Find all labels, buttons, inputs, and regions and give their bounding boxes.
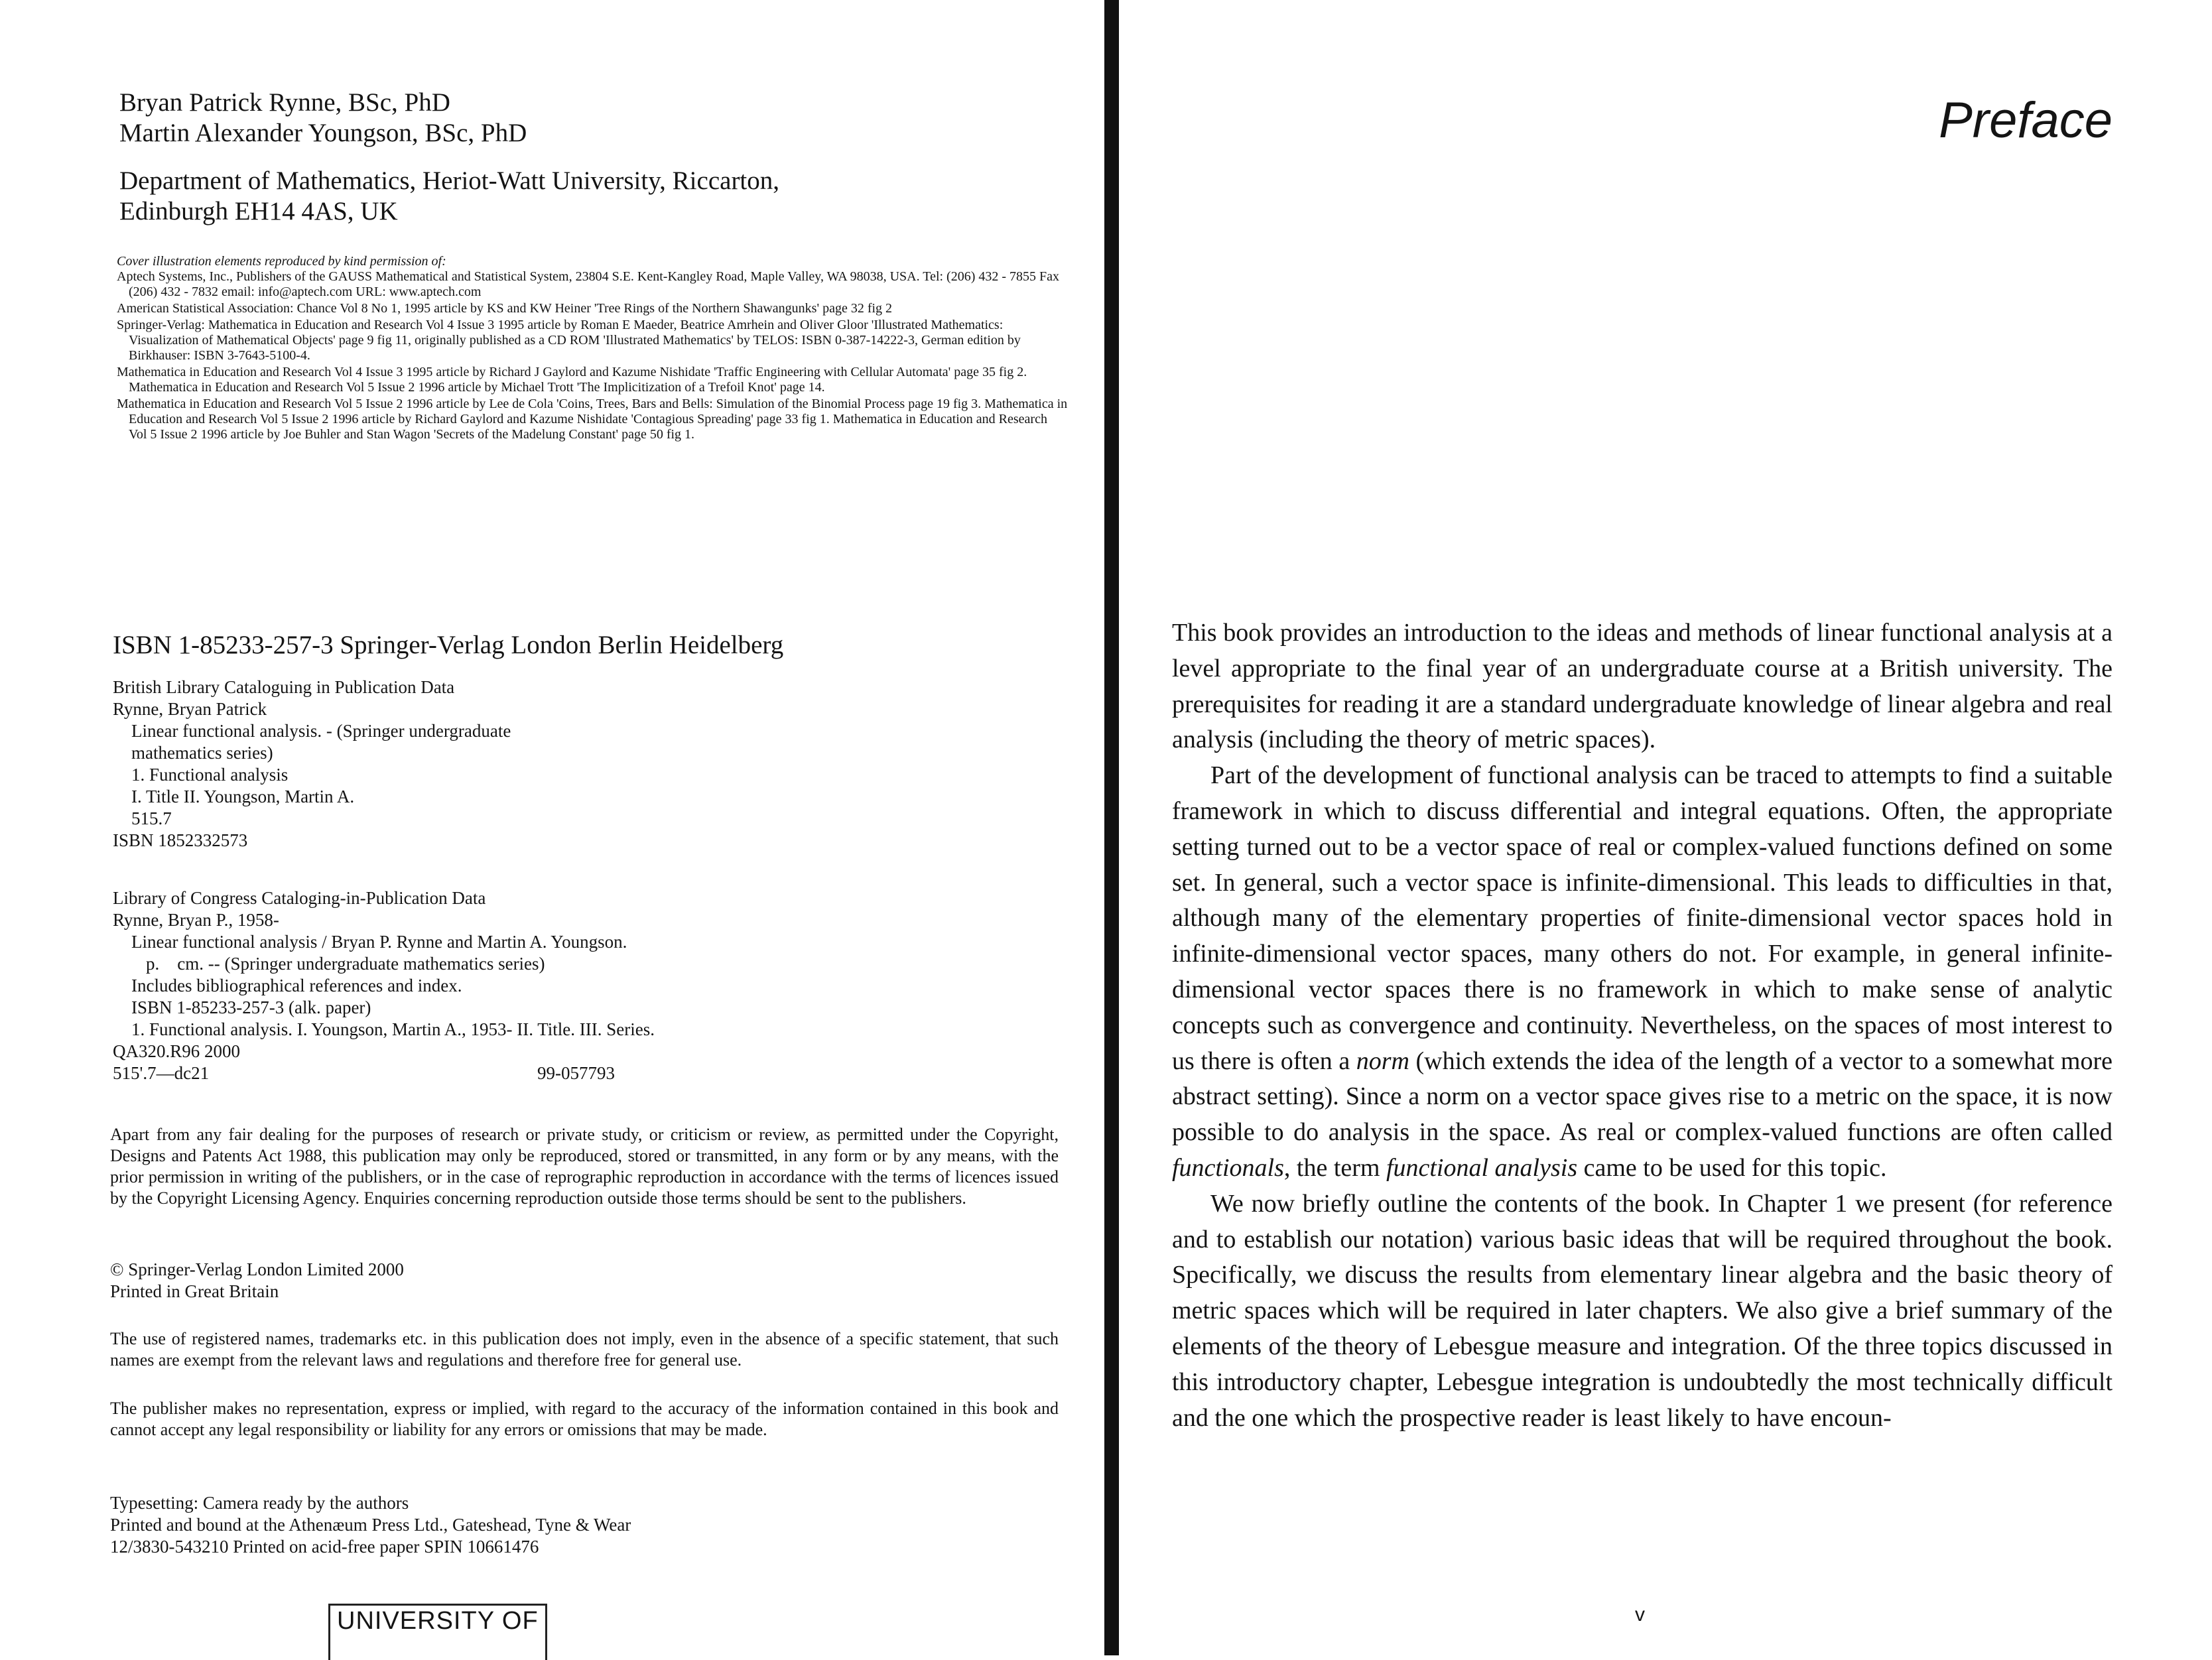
- paragraph: We now briefly outline the contents of the book. In Chapter 1 we present (for reference and to establish our notation) various basic ideas that will be required throughout the book. Specifically, we discuss the results from elementary linear algebra and the basic theory of metric spaces which will be required in later chapters. We also give a brief summary of the elements of the theory of Lebesgue measure and integration. Of the three topics discussed in this introductory chapter, Lebesgue integration is undoubtedly the most technically difficult and the one which the prospective reader is least likely to have encoun-: [1172, 1189, 2113, 1432]
- author-block: [119, 88, 527, 149]
- author-name: Bryan Patrick Rynne, BSc, PhD: [119, 88, 450, 117]
- page-title: Preface: [1939, 92, 2113, 149]
- cover-credit-item: American Statistical Association: Chance Vol 8 No 1, 1995 article by KS and KW Heiner 'Tree Rings of the Northern Shawangunks' page 32 fig 2: [117, 301, 893, 316]
- isbn-heading: ISBN 1-85233-257-3 Springer-Verlag London Berlin Heidelberg: [113, 631, 784, 659]
- paragraph: This book provides an introduction to the ideas and methods of linear functional analysis at a level appropriate to the final year of an undergraduate course at a British university. The prerequisites for reading it are a standard undergraduate knowledge of linear algebra and real analysis (including the theory of metric spaces).: [1172, 619, 2113, 754]
- page-number: v: [1635, 1604, 1645, 1626]
- cover-credit-item: Mathematica in Education and Research Vol 4 Issue 3 1995 article by Richard J Gaylord and Kazume Nishidate 'Traffic Engineering with Cellular Automata' page 35 fig 2. Mathematica in Education and Research Vol 5 Issue 2 1996 article by Michael Trott 'The Implicitization of a Trefoil Knot' page 14.: [117, 365, 1027, 395]
- paragraph: Part of the development of functional analysis can be traced to attempts to find a suitable framework in which to discuss differential and integral equations. Often, the appropriate setting turned out to be a vector space of real or complex-valued functions defined on some set. In general, such a vector space is infinite-dimensional. This leads to difficulties in that, although many of the elementary properties of finite-dimensional vector spaces hold in infinite-dimensional vector spaces, many others do not. For example, in general infinite-dimensional vector spaces there is no framework in which to make sense of analytic concepts such as convergence and continuity. Nevertheless, on the spaces of most interest to us there is often a norm (which extends the idea of the length of a vector to a somewhat more abstract setting). Since a norm on a vector space gives rise to a metric on the space, it is now possible to do analysis in the space. As real or complex-valued functions are often called functionals, the term functional analysis came to be used for this topic.: [1172, 761, 2113, 1182]
- british-library-cip: British Library Cataloguing in Publication Data Rynne, Bryan Patrick Linear functional analysis. - (Springer undergraduate mathematics series) 1. Functional analysis I. Title II. Youngson, Martin A. 515.7 ISBN 1852332573: [113, 677, 511, 850]
- trademark-notice: The use of registered names, trademarks etc. in this publication does not imply, even in the absence of a specific statement, that such names are exempt from the relevant laws and regulations and therefore free for general use.: [110, 1329, 1059, 1370]
- cover-credits: [117, 254, 1069, 444]
- cover-credit-item: Mathematica in Education and Research Vol 5 Issue 2 1996 article by Lee de Cola 'Coins, Trees, Bars and Bells: Simulation of the Binomial Process page 19 fig 3. Mathematica in Education and Research Vol 5 Issue 2 1996 article by Richard Gaylord and Kazume Nishidate 'Contagious Spreading' page 33 fig 1. Mathematica in Education and Research Vol 5 Issue 2 1996 article by Joe Buhler and Stan Wagon 'Secrets of the Madelung Constant' page 50 fig 1.: [117, 397, 1068, 442]
- preface-body: [1172, 615, 2113, 1436]
- copyright-page: [0, 0, 1104, 1655]
- library-of-congress-cip: Library of Congress Cataloging-in-Publication Data Rynne, Bryan P., 1958- Linear functional analysis / Bryan P. Rynne and Martin A. Youngson. p. cm. -- (Springer undergraduate mathematics series) Includes bibliographical references and index. ISBN 1-85233-257-3 (alk. paper) 1. Functional analysis. I. Youngson, Martin A., 1953- II. Title. III. Series. QA320.R96 2000 515'.7—dc21 99-057793: [113, 888, 655, 1083]
- library-stamp: UNIVERSITY OF: [328, 1604, 547, 1660]
- preface-page: [1128, 0, 2212, 1655]
- cover-credit-item: Springer-Verlag: Mathematica in Education and Research Vol 4 Issue 3 1995 article by Roman E Maeder, Beatrice Amrhein and Oliver Gloor 'Illustrated Mathematics: Visualization of Mathematical Objects' page 9 fig 11, originally published as a CD ROM 'Illustrated Mathematics' by TELOS: ISBN 0-387-14222-3, German edition by Birkhauser: ISBN 3-7643-5100-4.: [117, 318, 1021, 363]
- cover-credit-item: Aptech Systems, Inc., Publishers of the GAUSS Mathematical and Statistical System, 23804 S.E. Kent-Kangley Road, Maple Valley, WA 98038, USA. Tel: (206) 432 - 7855 Fax (206) 432 - 7832 email: info@aptech.com URL: www.aptech.com: [117, 269, 1060, 299]
- cover-credits-label: Cover illustration elements reproduced by kind permission of:: [117, 254, 446, 269]
- copyright-notice: Apart from any fair dealing for the purposes of research or private study, or criticism or review, as permitted under the Copyright, Designs and Patents Act 1988, this publication may only be reproduced, stored or transmitted, in any form or by any means, with the prior permission in writing of the publishers, or in the case of reprographic reproduction in accordance with the terms of licences issued by the Copyright Licensing Agency. Enquiries concerning reproduction outside those terms should be sent to the publishers.: [110, 1125, 1059, 1208]
- printing-info: Typesetting: Camera ready by the authors Printed and bound at the Athenæum Press Ltd., Gateshead, Tyne & Wear 12/3830-543210 Printed on acid-free paper SPIN 10661476: [110, 1493, 631, 1557]
- lccn: 99-057793: [537, 1063, 615, 1083]
- liability-notice: The publisher makes no representation, express or implied, with regard to the accuracy of the information contained in this book and cannot accept any legal responsibility or liability for any errors or omissions that may be made.: [110, 1399, 1059, 1439]
- book-gutter: [1104, 0, 1119, 1655]
- copyright-statement: © Springer-Verlag London Limited 2000 Printed in Great Britain: [110, 1259, 404, 1301]
- author-name: Martin Alexander Youngson, BSc, PhD: [119, 119, 527, 147]
- department-address: Department of Mathematics, Heriot-Watt University, Riccarton, Edinburgh EH14 4AS, UK: [119, 166, 780, 225]
